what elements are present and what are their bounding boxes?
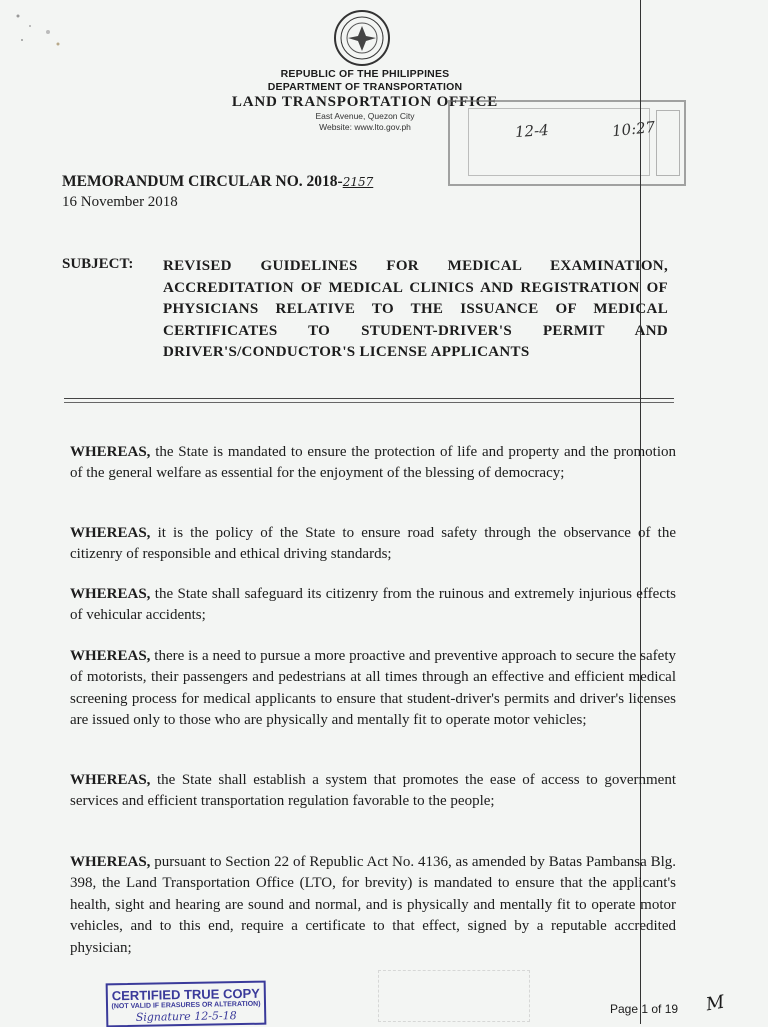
- received-stamp-icon: [448, 100, 686, 186]
- paragraph-lead: WHEREAS,: [70, 854, 151, 870]
- paragraph-lead: WHEREAS,: [70, 444, 151, 460]
- memo-title-text: MEMORANDUM CIRCULAR NO. 2018-: [62, 173, 343, 190]
- paragraph-text: it is the policy of the State to ensure road safety through the observance of the citizenry of responsible and ethical driving standards;: [70, 525, 676, 563]
- subject-text: REVISED GUIDELINES FOR MEDICAL EXAMINATION, ACCREDITATION OF MEDICAL CLINICS AND REGISTRATION OF PHYSICIANS RELATIVE TO THE ISSUANCE OF MEDICAL CERTIFICATES TO STUDENT-DRIVER'S PERMIT AND DRIVER'S/CONDUCTOR'S LICENSE APPLICANTS: [163, 258, 668, 361]
- header-office: LAND TRANSPORTATION OFFICE: [231, 94, 499, 110]
- header-address: East Avenue, Quezon City: [315, 111, 415, 121]
- whereas-paragraph-6: [70, 852, 676, 959]
- whereas-paragraph-2: [70, 523, 676, 566]
- header-republic: REPUBLIC OF THE PHILIPPINES: [280, 68, 450, 80]
- memo-date: 16 November 2018: [62, 194, 178, 210]
- whereas-paragraph-1: [70, 442, 676, 485]
- paragraph-lead: WHEREAS,: [70, 772, 151, 788]
- divider-rule-secondary: [64, 402, 674, 403]
- whereas-paragraph-3: [70, 584, 676, 627]
- paragraph-text: there is a need to pursue a more proactive and preventive approach to secure the safety of motorists, their passengers and pedestrians at all times through an effective and efficient medical screening process for medical applicants to ensure that student-driver's permits and driver's licenses are issued only to those who are physically and mentally fit to operate motor vehicles;: [70, 648, 676, 729]
- certified-stamp-signature: Signature 12-5-18: [135, 1009, 237, 1024]
- page-number: Page 1 of 19: [610, 1002, 679, 1016]
- stamp-handwritten-date: 12-4: [514, 120, 550, 142]
- certified-stamp-note: (NOT VALID IF ERASURES OR ALTERATION): [111, 1000, 261, 1011]
- paragraph-text: the State shall safeguard its citizenry from the ruinous and extremely injurious effects of vehicular accidents;: [70, 586, 676, 624]
- whereas-paragraph-4: [70, 646, 676, 732]
- paragraph-lead: WHEREAS,: [70, 648, 151, 664]
- paragraph-lead: WHEREAS,: [70, 586, 151, 602]
- certified-stamp-title: CERTIFIED TRUE COPY: [111, 985, 260, 1004]
- scan-speckle-icon: [10, 10, 70, 50]
- paragraph-text: the State shall establish a system that promotes the ease of access to government services and efficient transportation regulation favorable to the people;: [70, 772, 676, 810]
- paragraph-lead: WHEREAS,: [70, 525, 151, 541]
- whereas-paragraph-5: [70, 770, 676, 813]
- certified-true-copy-stamp: [106, 981, 267, 1027]
- header-website: Website: www.lto.gov.ph: [319, 122, 411, 132]
- header-department: DEPARTMENT OF TRANSPORTATION: [267, 81, 463, 93]
- divider-rule: [64, 398, 674, 399]
- paragraph-text: the State is mandated to ensure the protection of life and property and the promotion of the general welfare as essential for the enjoyment of the blessing of democracy;: [70, 444, 676, 482]
- subject-label: SUBJECT:: [62, 256, 134, 272]
- memo-title: [62, 173, 373, 191]
- memo-number: 2157: [342, 175, 374, 189]
- faint-stamp-icon: [378, 970, 530, 1022]
- stamp-handwritten-time: 10:27: [611, 117, 657, 141]
- paragraph-text: pursuant to Section 22 of Republic Act No. 4136, as amended by Batas Pambansa Blg. 398, the Land Transportation Office (LTO, for brevity) is mandated to ensure that the applicant's health, sight and hearing are sound and normal, and is physically and mentally fit to operate motor vehicles, and to this end, require a certificate to that effect, signed by a reputable accredited physician;: [70, 854, 676, 956]
- handwritten-initial: M: [704, 991, 727, 1016]
- lto-seal-icon: [332, 8, 392, 68]
